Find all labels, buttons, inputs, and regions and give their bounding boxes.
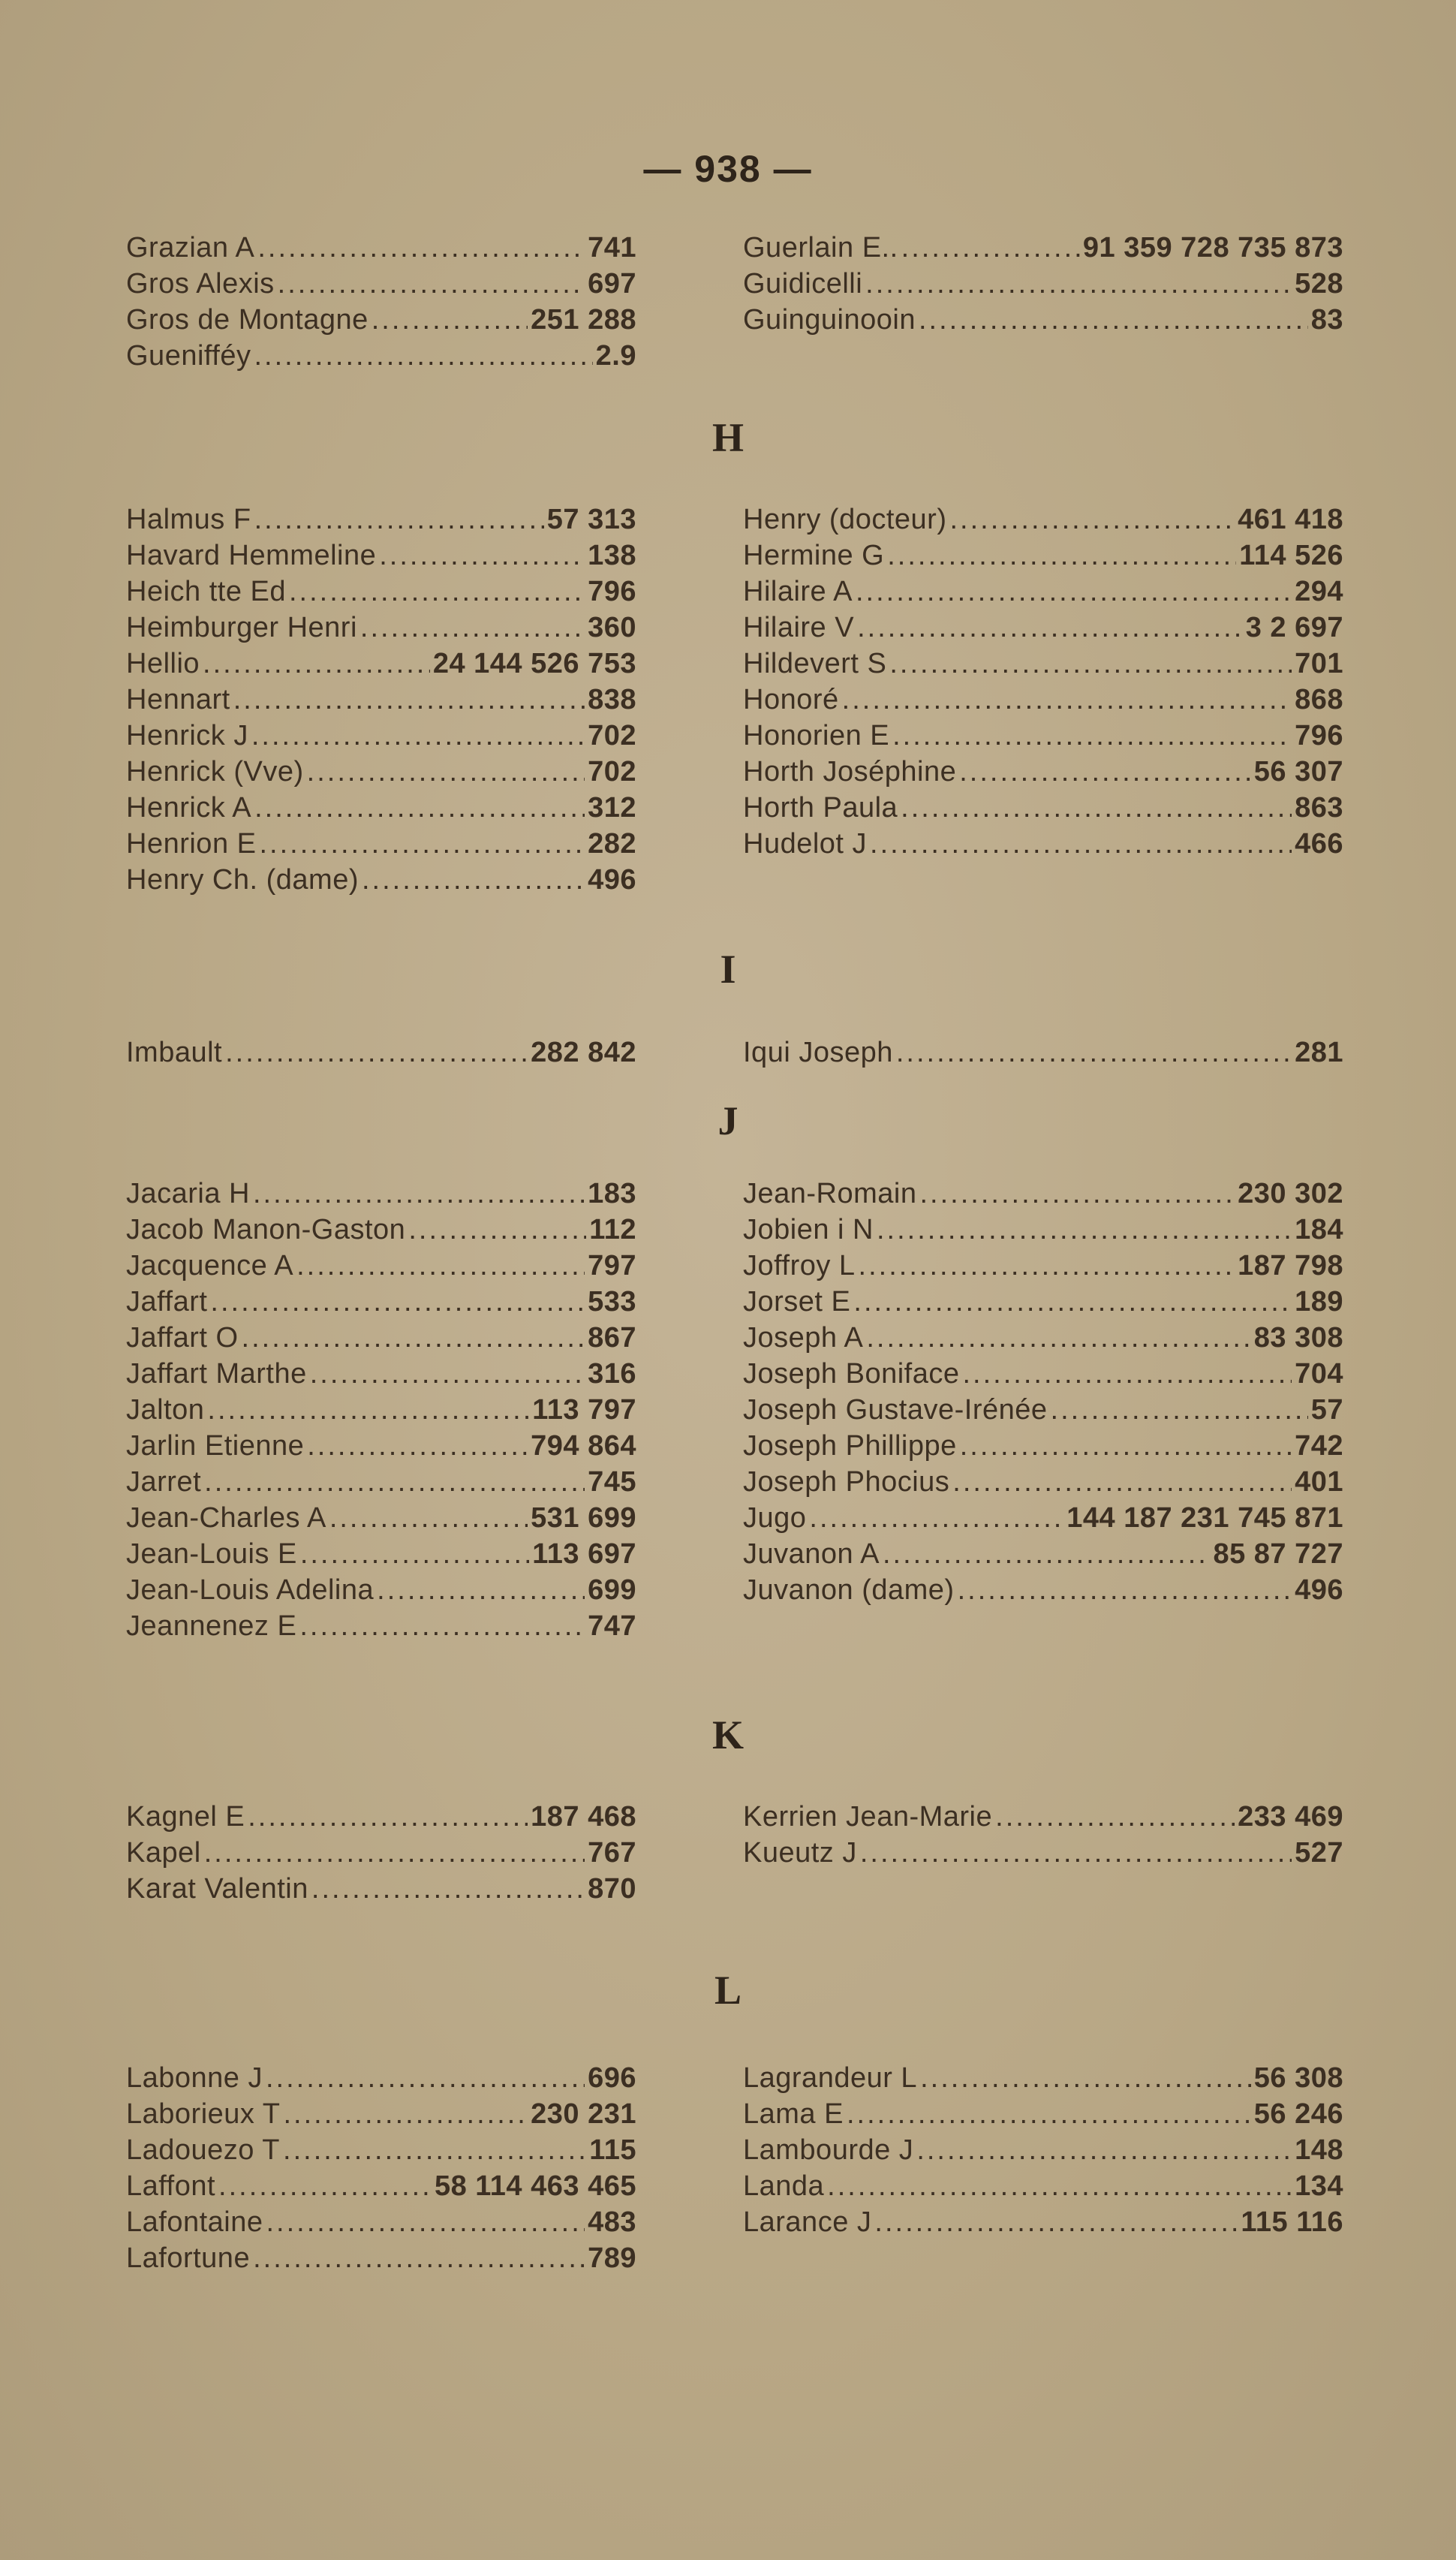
- index-entry: Hellio ..... 24 144 526 753: [126, 646, 636, 682]
- index-entry: Joseph Phocius ..... 401: [743, 1464, 1343, 1500]
- index-entry: Juvanon (dame) ..... 496: [743, 1572, 1343, 1608]
- index-entry: Juvanon A ..... 85 87 727: [743, 1536, 1343, 1572]
- right-column: [743, 1035, 1343, 1071]
- index-entry: Joffroy L ..... 187 798: [743, 1248, 1343, 1284]
- index-entry: Guidicelli ..... 528: [743, 266, 1343, 302]
- index-entry: Honoré ..... 868: [743, 682, 1343, 718]
- right-column: [743, 230, 1343, 338]
- index-entry: Jacob Manon-Gaston ..... 112: [126, 1212, 636, 1248]
- index-entry: Larance J ..... 115 116: [743, 2204, 1343, 2240]
- index-entry: Henry (docteur) ..... 461 418: [743, 501, 1343, 538]
- left-column: [126, 501, 636, 898]
- index-entry: Lafontaine ..... 483: [126, 2204, 636, 2240]
- index-entry: Lama E ..... 56 246: [743, 2096, 1343, 2132]
- index-entry: Henrick A ..... 312: [126, 790, 636, 826]
- left-column: [126, 1035, 636, 1071]
- index-entry: Laffont ..... 58 114 463 465: [126, 2168, 636, 2204]
- index-entry: Hudelot J ..... 466: [743, 826, 1343, 862]
- index-entry: Havard Hemmeline ..... 138: [126, 538, 636, 574]
- index-entry: Jugo ..... 144 187 231 745 871: [743, 1500, 1343, 1536]
- index-entry: Jaffart Marthe ..... 316: [126, 1356, 636, 1392]
- section-letter-l: L: [714, 1968, 742, 2013]
- index-entry: Henrion E ..... 282: [126, 826, 636, 862]
- index-entry: Iqui Joseph ..... 281: [743, 1035, 1343, 1071]
- index-entry: Guinguinooin ..... 83: [743, 302, 1343, 338]
- index-entry: Labonne J ..... 696: [126, 2060, 636, 2096]
- index-entry: Halmus F ..... 57 313: [126, 501, 636, 538]
- index-entry: Jean-Romain ..... 230 302: [743, 1176, 1343, 1212]
- left-column: [126, 230, 636, 374]
- index-entry: Kueutz J ..... 527: [743, 1835, 1343, 1871]
- index-entry: Henrick (Vve) ..... 702: [126, 754, 636, 790]
- index-entry: Guerlain E.. ..... 91 359 728 735 873: [743, 230, 1343, 266]
- index-entry: Lambourde J ..... 148: [743, 2132, 1343, 2168]
- index-entry: Honorien E ..... 796: [743, 718, 1343, 754]
- index-entry: Henry Ch. (dame) ..... 496: [126, 862, 636, 898]
- left-column: [126, 2060, 636, 2276]
- index-entry: Henrick J ..... 702: [126, 718, 636, 754]
- index-entry: Hilaire A ..... 294: [743, 574, 1343, 610]
- index-entry: Imbault ..... 282 842: [126, 1035, 636, 1071]
- index-entry: Kerrien Jean-Marie ..... 233 469: [743, 1799, 1343, 1835]
- page-number: — 938 —: [643, 148, 813, 190]
- index-entry: Horth Paula ..... 863: [743, 790, 1343, 826]
- index-entry: Joseph A ..... 83 308: [743, 1320, 1343, 1356]
- left-column: [126, 1176, 636, 1644]
- section-letter-j: J: [717, 1098, 739, 1143]
- right-column: [743, 1176, 1343, 1608]
- index-entry: Jeannenez E ..... 747: [126, 1608, 636, 1644]
- index-entry: Heimburger Henri ..... 360: [126, 610, 636, 646]
- right-column: [743, 501, 1343, 862]
- section-letter-h: H: [711, 415, 744, 460]
- index-entry: Jorset E ..... 189: [743, 1284, 1343, 1320]
- index-entry: Joseph Gustave-Irénée ..... 57: [743, 1392, 1343, 1428]
- index-entry: Jaffart ..... 533: [126, 1284, 636, 1320]
- index-entry: Joseph Phillippe ..... 742: [743, 1428, 1343, 1464]
- index-entry: Jacquence A ..... 797: [126, 1248, 636, 1284]
- index-entry: Kagnel E ..... 187 468: [126, 1799, 636, 1835]
- index-entry: Jean-Charles A ..... 531 699: [126, 1500, 636, 1536]
- index-entry: Guenifféy ..... 2.9: [126, 338, 636, 374]
- index-entry: Hildevert S ..... 701: [743, 646, 1343, 682]
- index-entry: Lagrandeur L ..... 56 308: [743, 2060, 1343, 2096]
- index-entry: Kapel ..... 767: [126, 1835, 636, 1871]
- section-letter-k: K: [711, 1712, 744, 1757]
- index-entry: Lafortune ..... 789: [126, 2240, 636, 2276]
- index-entry: Karat Valentin ..... 870: [126, 1871, 636, 1907]
- section-letter-i: I: [720, 947, 736, 992]
- index-entry: Jarlin Etienne ..... 794 864: [126, 1428, 636, 1464]
- left-column: [126, 1799, 636, 1907]
- index-entry: Jacaria H ..... 183: [126, 1176, 636, 1212]
- index-entry: Hermine G ..... 114 526: [743, 538, 1343, 574]
- index-entry: Jaffart O ..... 867: [126, 1320, 636, 1356]
- index-entry: Jarret ..... 745: [126, 1464, 636, 1500]
- index-entry: Horth Joséphine ..... 56 307: [743, 754, 1343, 790]
- index-entry: Hilaire V ..... 3 2 697: [743, 610, 1343, 646]
- index-entry: Gros de Montagne ..... 251 288: [126, 302, 636, 338]
- index-entry: Ladouezo T ..... 115: [126, 2132, 636, 2168]
- index-entry: Jalton ..... 113 797: [126, 1392, 636, 1428]
- index-entry: Joseph Boniface ..... 704: [743, 1356, 1343, 1392]
- index-entry: Hennart ..... 838: [126, 682, 636, 718]
- index-entry: Grazian A ..... 741: [126, 230, 636, 266]
- right-column: [743, 2060, 1343, 2240]
- index-entry: Heich tte Ed ..... 796: [126, 574, 636, 610]
- index-entry: Gros Alexis ..... 697: [126, 266, 636, 302]
- index-entry: Laborieux T ..... 230 231: [126, 2096, 636, 2132]
- index-entry: Landa ..... 134: [743, 2168, 1343, 2204]
- index-entry: Jobien i N ..... 184: [743, 1212, 1343, 1248]
- index-entry: Jean-Louis Adelina ..... 699: [126, 1572, 636, 1608]
- right-column: [743, 1799, 1343, 1871]
- index-entry: Jean-Louis E ..... 113 697: [126, 1536, 636, 1572]
